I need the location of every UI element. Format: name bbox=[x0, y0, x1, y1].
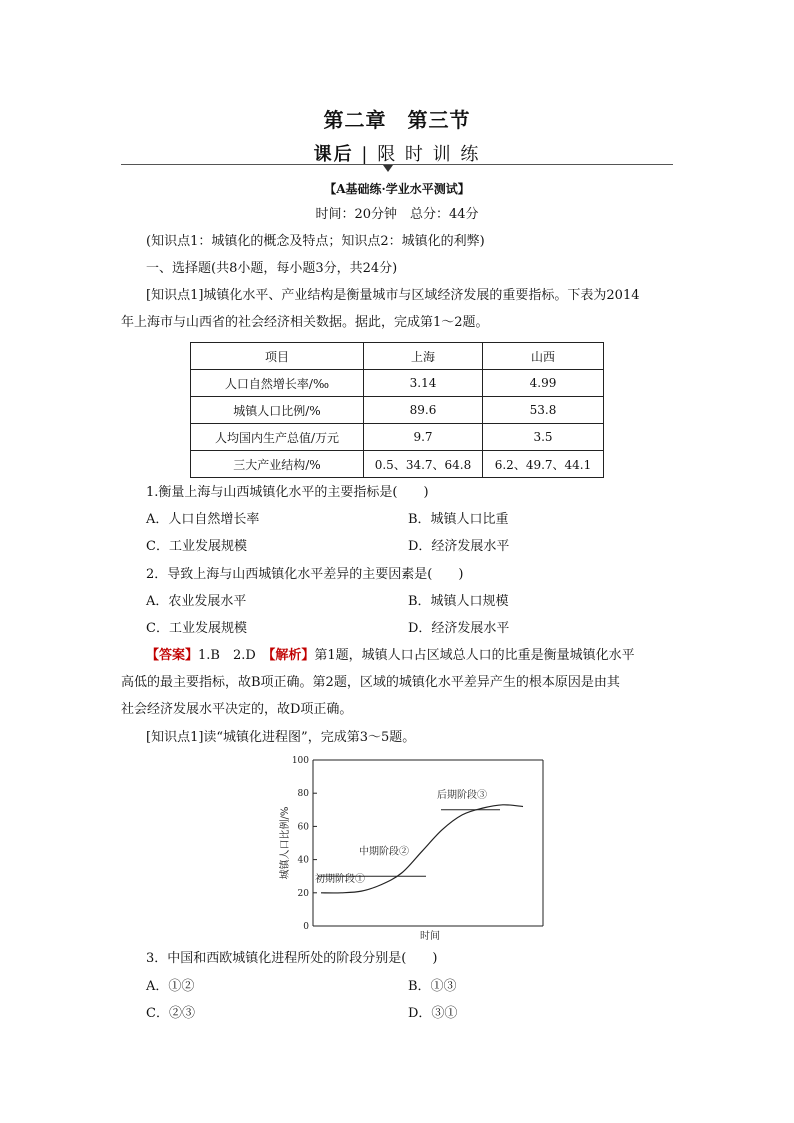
table-cell: 0.5、34.7、64.8 bbox=[364, 451, 483, 478]
table-cell: 城镇人口比例/% bbox=[191, 397, 364, 424]
y-tick-label: 60 bbox=[297, 822, 309, 833]
intro-line-2: 年上海市与山西省的社会经济相关数据。据此，完成第1～2题。 bbox=[121, 315, 489, 330]
chapter-title: 第二章 第三节 bbox=[323, 108, 471, 132]
intro-line-1: [知识点1]城镇化水平、产业结构是衡量城市与区域经济发展的重要指标。下表为2014 bbox=[146, 288, 640, 303]
q2-option-a: A．农业发展水平 bbox=[146, 594, 247, 609]
analysis-text-1: 第1题，城镇人口占区域总人口的比重是衡量城镇化水平 bbox=[314, 648, 635, 663]
y-tick-label: 100 bbox=[291, 756, 309, 766]
q3-option-b: B．①③ bbox=[408, 979, 457, 994]
table-cell: 9.7 bbox=[364, 424, 483, 451]
time-score: 时间：20分钟 总分：44分 bbox=[315, 207, 479, 222]
table-row bbox=[191, 424, 604, 451]
table-cell: 4.99 bbox=[483, 370, 604, 397]
table-cell: 53.8 bbox=[483, 397, 604, 424]
x-axis-label: 时间 bbox=[420, 931, 440, 942]
table-cell: 6.2、49.7、44.1 bbox=[483, 451, 604, 478]
table-cell: 89.6 bbox=[364, 397, 483, 424]
question-2-stem: 2．导致上海与山西城镇化水平差异的主要因素是( ) bbox=[146, 567, 464, 582]
question-3-stem: 3．中国和西欧城镇化进程所处的阶段分别是( ) bbox=[146, 951, 438, 966]
q2-option-d: D．经济发展水平 bbox=[408, 621, 510, 636]
q2-option-c: C．工业发展规模 bbox=[146, 621, 247, 636]
table-cell: 三大产业结构/% bbox=[191, 451, 364, 478]
header-rule bbox=[121, 164, 673, 165]
table-row bbox=[191, 397, 604, 424]
q1-option-b: B．城镇人口比重 bbox=[408, 512, 509, 527]
analysis-text-3: 社会经济发展水平决定的，故D项正确。 bbox=[121, 702, 353, 717]
answer-values: 1.B 2.D bbox=[198, 648, 269, 663]
q3-option-d: D．③① bbox=[408, 1006, 458, 1021]
part-heading: 一、选择题(共8小题，每小题3分，共24分) bbox=[146, 261, 398, 276]
table-row bbox=[191, 451, 604, 478]
y-tick-label: 40 bbox=[297, 855, 309, 866]
q2-option-b: B．城镇人口规模 bbox=[408, 594, 509, 609]
subtitle-after-class: 课后 bbox=[313, 144, 354, 165]
q1-option-a: A．人口自然增长率 bbox=[146, 512, 260, 527]
intro-2: [知识点1]读“城镇化进程图”，完成第3～5题。 bbox=[146, 730, 416, 745]
y-tick-label: 80 bbox=[297, 789, 309, 800]
table-cell: 3.5 bbox=[483, 424, 604, 451]
y-tick-label: 20 bbox=[297, 888, 309, 899]
triangle-marker-icon bbox=[383, 165, 393, 172]
data-table bbox=[190, 342, 604, 478]
table-cell: 3.14 bbox=[364, 370, 483, 397]
table-header-cell: 山西 bbox=[483, 343, 604, 370]
table-row bbox=[191, 370, 604, 397]
y-axis-label: 城镇人口比例/% bbox=[280, 806, 291, 880]
y-tick-label: 0 bbox=[303, 922, 309, 932]
section-heading: 【A基础练·学业水平测试】 bbox=[324, 182, 470, 196]
table-header-cell: 上海 bbox=[364, 343, 483, 370]
answer-line-1 bbox=[146, 647, 635, 665]
answer-label: 【答案】 bbox=[146, 648, 199, 663]
stage-1-label: 初期阶段① bbox=[315, 874, 365, 886]
analysis-text-2: 高低的最主要指标，故B项正确。第2题，区域的城镇化水平差异产生的根本原因是由其 bbox=[121, 675, 620, 690]
question-1-stem: 1.衡量上海与山西城镇化水平的主要指标是( ) bbox=[146, 485, 429, 500]
table-cell: 人均国内生产总值/万元 bbox=[191, 424, 364, 451]
stage-2-label: 中期阶段② bbox=[359, 846, 409, 858]
stage-3-label: 后期阶段③ bbox=[437, 790, 487, 802]
q3-option-a: A．①② bbox=[146, 979, 195, 994]
subtitle-practice: 限 时 训 练 bbox=[377, 144, 481, 165]
q3-option-c: C．②③ bbox=[146, 1006, 195, 1021]
subtitle-separator: | bbox=[361, 144, 370, 165]
knowledge-points: (知识点1：城镇化的概念及特点；知识点2：城镇化的利弊) bbox=[146, 234, 485, 249]
table-header-row bbox=[191, 343, 604, 370]
analysis-label: 【解析】 bbox=[268, 648, 315, 663]
table-header-cell: 项目 bbox=[191, 343, 364, 370]
urbanization-chart bbox=[270, 750, 550, 945]
q1-option-d: D．经济发展水平 bbox=[408, 539, 510, 554]
q1-option-c: C．工业发展规模 bbox=[146, 539, 247, 554]
subtitle bbox=[0, 140, 794, 166]
table-cell: 人口自然增长率/‰ bbox=[191, 370, 364, 397]
